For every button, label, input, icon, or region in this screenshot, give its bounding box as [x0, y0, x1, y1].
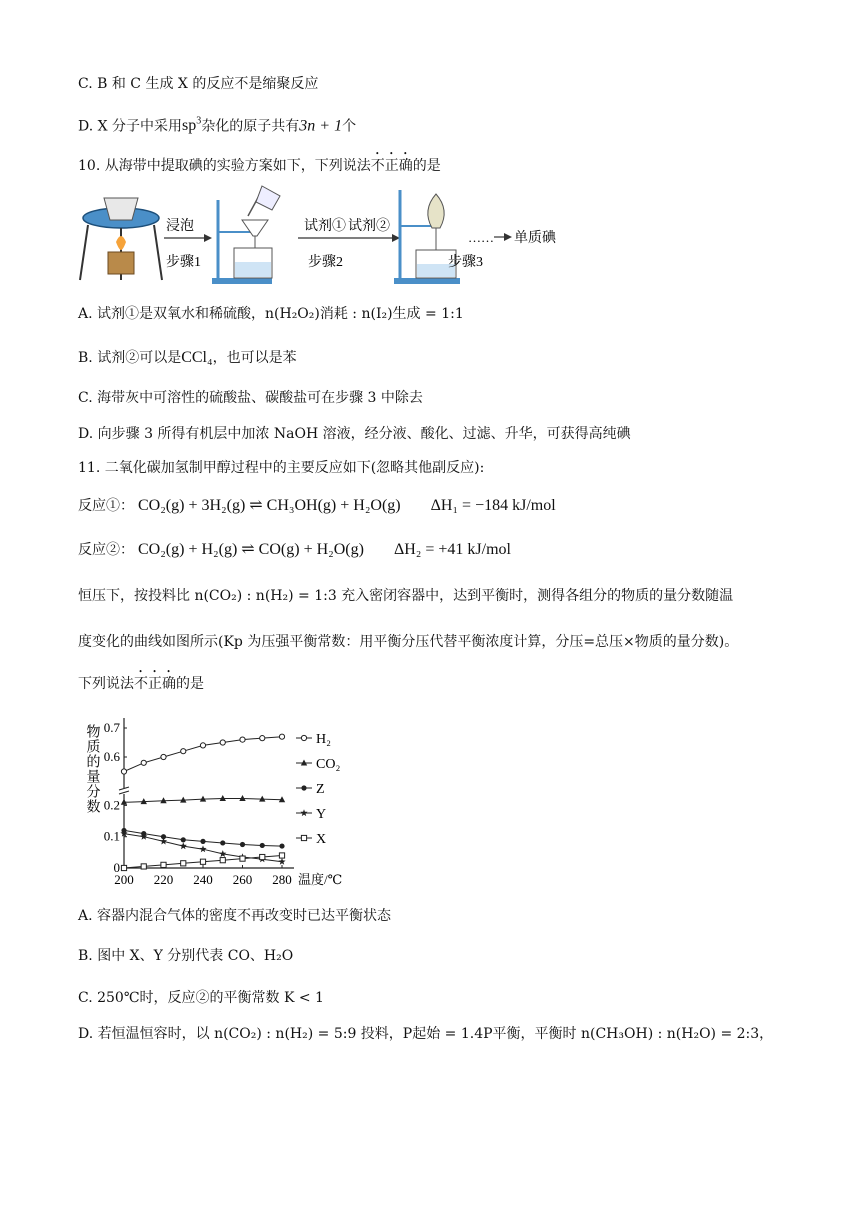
series-0-point [200, 743, 205, 748]
series-0-point [260, 736, 265, 741]
x-tick-label: 260 [232, 872, 253, 887]
series-4-legend-label: X [316, 832, 327, 847]
q10-option-b: B. 试剂②可以是CCl₄，也可以是苯 [78, 349, 297, 366]
series-2-point [279, 843, 284, 848]
series-3-point [219, 850, 226, 857]
series-0-point [279, 734, 284, 739]
series-3-point [180, 842, 187, 849]
arrow-reagents [298, 218, 400, 242]
y-tick-label: 0 [113, 860, 120, 875]
arrow-to-iodine [468, 230, 512, 245]
q9d-post: 个 [342, 118, 357, 135]
q11-option-c: C. 250℃时，反应②的平衡常数 K < 1 [78, 990, 324, 1006]
q11-para-3: 下列说法不正确的是 [78, 676, 204, 692]
q10-option-d: D. 向步骤 3 所得有机层中加浓 NaOH 溶液，经分液、酸化、过滤、升华，可获得高纯碘 [78, 426, 631, 442]
series-3-legend-label: Y [316, 807, 327, 822]
series-2-point [200, 839, 205, 844]
series-0-point [161, 754, 166, 759]
y-tick-label: 0.2 [103, 797, 120, 813]
svg-text:……: …… [468, 230, 494, 245]
q11-option-b: B. 图中 X、Y 分别代表 CO、H₂O [78, 948, 294, 964]
x-tick-label: 280 [272, 872, 292, 887]
step2-label: 步骤2 [308, 255, 343, 270]
series-0-point [220, 740, 225, 745]
y-tick-label: 0.6 [103, 749, 120, 764]
series-2-point [260, 843, 265, 848]
apparatus-figure [76, 180, 556, 290]
emphasis-not-correct: 不正确 [370, 158, 413, 174]
series-4-point [279, 853, 284, 858]
crucible-on-tripod [80, 198, 162, 280]
series-4-point [200, 859, 205, 864]
q10-stem: 10. 从海带中提取碘的实验方案如下，下列说法不正确的是 [78, 158, 441, 174]
series-4-point [161, 862, 166, 867]
product-iodine: 单质碘 [514, 231, 556, 246]
series-0-point [181, 749, 186, 754]
y-axis-break [119, 787, 129, 794]
series-4-point [141, 864, 146, 869]
y-axis-label: 物质的量分数 [84, 724, 100, 814]
series-2-legend-marker [301, 785, 306, 790]
series-0-legend-marker [301, 735, 306, 740]
reaction-2: 反应②： CO₂(g) + H₂(g) ⇌ CO(g) + H₂O(g) ΔH₂ = +41 kJ/mol [78, 541, 511, 558]
series-2-legend-label: Z [316, 782, 325, 797]
step3-label: 步骤3 [448, 255, 483, 270]
series-4-legend-marker [301, 835, 306, 840]
filtration-apparatus [212, 186, 280, 284]
series-4-point [240, 856, 245, 861]
series-4-point [121, 865, 126, 870]
series-0-point [121, 769, 126, 774]
series-0-point [240, 737, 245, 742]
q11-option-d: D. 若恒温恒容时，以 n(CO₂) : n(H₂) = 5:9 投料，P起始 = 1.4P平衡，平衡时 n(CH₃OH) : n(H₂O) = 2:3， [78, 1026, 774, 1042]
q9d-expr: 3n + 1 [299, 117, 343, 135]
q9-option-d [78, 112, 356, 136]
series-0-legend-label: H₂ [316, 732, 331, 747]
q9d-mid: 杂化的原子共有 [201, 118, 300, 135]
series-4-point [181, 861, 186, 866]
x-tick-label: 200 [114, 872, 134, 887]
arrow-soak [164, 218, 212, 242]
q9d-sp: $sp^3$ [182, 116, 202, 135]
series-4-point [220, 858, 225, 863]
series-3-point [160, 838, 167, 845]
series-2-point [240, 842, 245, 847]
reaction-1: 反应①： CO₂(g) + 3H₂(g) ⇌ CH₃OH(g) + H₂O(g) ΔH₁ = −184 kJ/mol [78, 497, 556, 514]
svg-text:试剂②: 试剂② [348, 219, 390, 234]
x-tick-label: 240 [193, 872, 213, 887]
q9-option-c: C. B 和 C 生成 X 的反应不是缩聚反应 [78, 76, 319, 92]
series-2-point [220, 840, 225, 845]
mole-fraction-chart [76, 708, 376, 898]
step1-label: 步骤1 [166, 255, 201, 270]
series-3-legend-marker [300, 809, 307, 816]
series-0-line [124, 737, 282, 772]
svg-text:浸泡: 浸泡 [166, 219, 194, 234]
q11-para-2: 度变化的曲线如图所示(Kp 为压强平衡常数：用平衡分压代替平衡浓度计算，分压=总压×物质的量分数)。 [78, 634, 739, 650]
emphasis-not-correct-2: 不正确 [134, 676, 176, 692]
x-axis-label: 温度/℃ [298, 872, 343, 887]
q10-option-a: A. 试剂①是双氧水和稀硫酸，n(H₂O₂)消耗 : n(I₂)生成 = 1:1 [78, 306, 464, 322]
q10-option-c: C. 海带灰中可溶性的硫酸盐、碳酸盐可在步骤 3 中除去 [78, 390, 423, 406]
q9d-pre: D. X 分子中采用 [78, 118, 183, 135]
q11-option-a: A. 容器内混合气体的密度不再改变时已达平衡状态 [78, 908, 392, 924]
q11-stem: 11. 二氧化碳加氢制甲醇过程中的主要反应如下(忽略其他副反应): [78, 460, 485, 476]
series-3-point [278, 858, 285, 865]
series-2-point [181, 837, 186, 842]
y-tick-label: 0.1 [103, 828, 120, 844]
series-3-point [199, 845, 206, 852]
q11-para-1: 恒压下，按投料比 n(CO₂) : n(H₂) = 1:3 充入密闭容器中，达到平衡时，测得各组分的物质的量分数随温 [78, 588, 734, 604]
series-4-point [260, 854, 265, 859]
y-tick-label: 0.7 [103, 720, 120, 735]
x-tick-label: 220 [153, 872, 174, 887]
series-0-point [141, 760, 146, 765]
svg-text:试剂①: 试剂① [304, 219, 346, 234]
series-1-legend-label: CO₂ [316, 757, 341, 772]
